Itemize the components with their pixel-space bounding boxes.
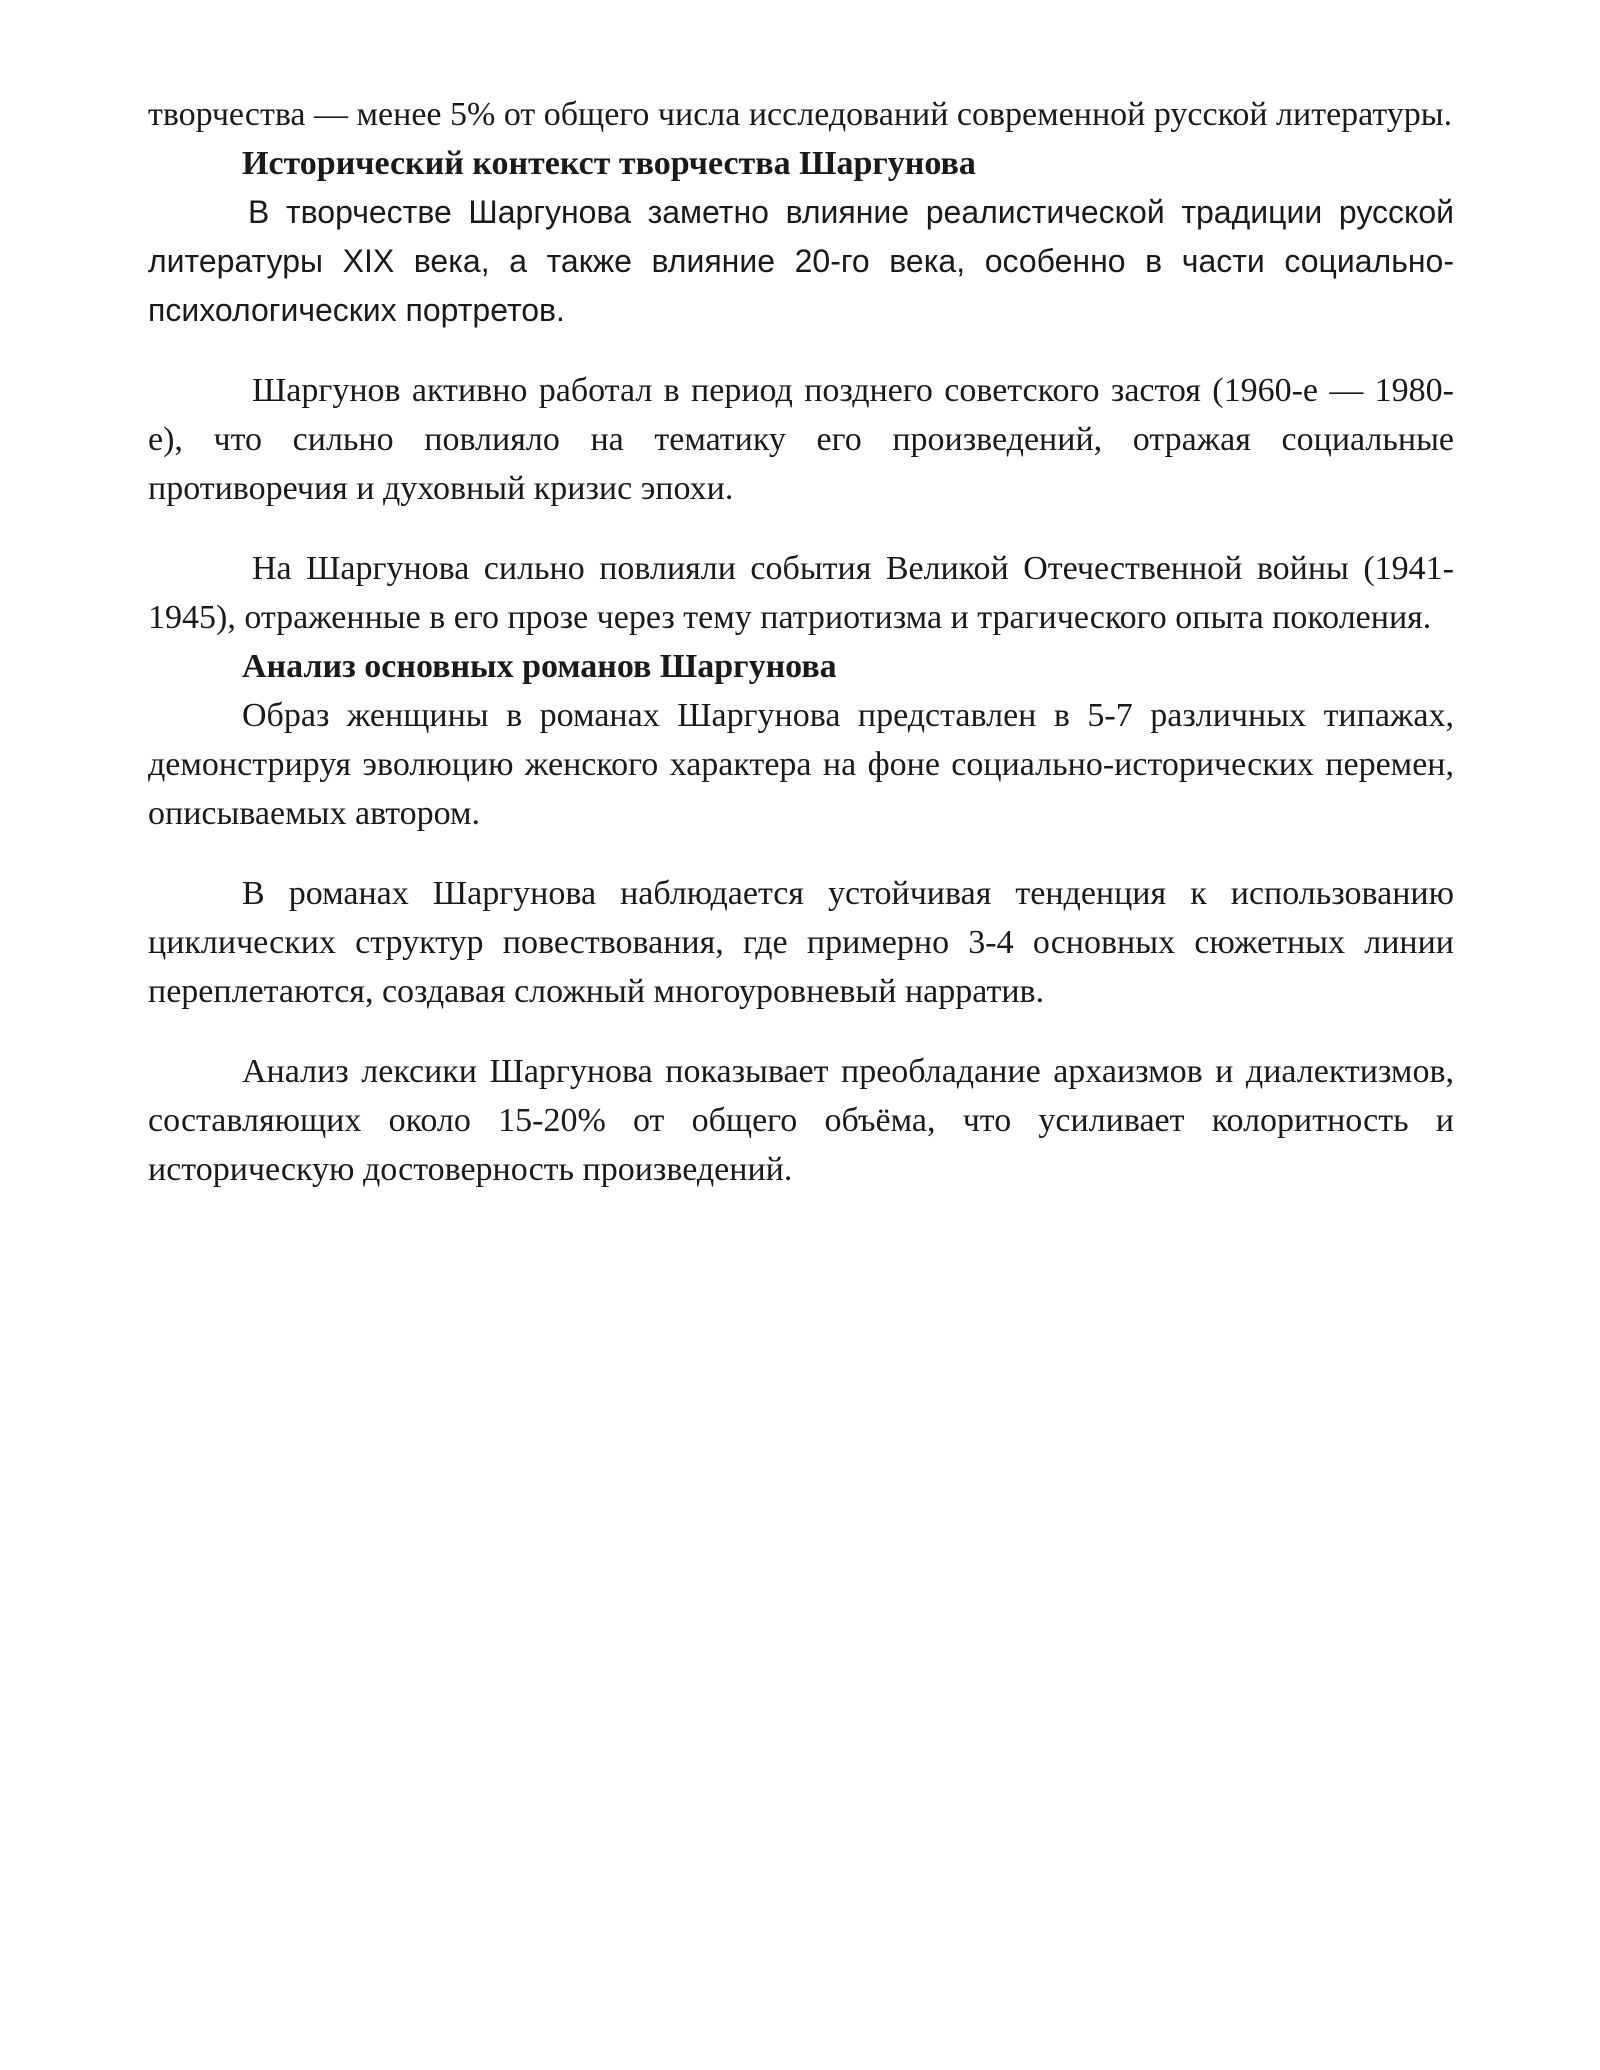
paragraph-cyclic-structures: В романах Шаргунова наблюдается устойчивая тенденция к использованию циклических структур повествования, где примерно 3-4 основных сюжетных линии переплетаются, создавая сложный многоуровневый нарратив. [148,875,1454,1010]
paragraph-female-types: Образ женщины в романах Шаргунова представлен в 5-7 различных типажах, демонстрируя эволюцию женского характера на фоне социально-исторических перемен, описываемых автором. [148,697,1454,832]
paragraph-lexicon-analysis: Анализ лексики Шаргунова показывает преобладание архаизмов и диалектизмов, составляющих около 15-20% от общего объёма, что усиливает колоритность и историческую достоверность произведений. [148,1053,1454,1188]
paragraph-realist-tradition: В творчестве Шаргунова заметно влияние реалистической традиции русской литературы XIX века, а также влияние 20-го века, особенно в части социально-психологических портретов. [148,194,1454,328]
section-heading-novel-analysis: Анализ основных романов Шаргунова [242,648,837,685]
intro-paragraph: творчества — менее 5% от общего числа исследований современной русской литературы. [148,96,1453,133]
section-heading-historical-context: Исторический контекст творчества Шаргунова [242,145,976,182]
paragraph-soviet-stagnation: Шаргунов активно работал в период позднего советского застоя (1960-е — 1980-е), что сильно повлияло на тематику его произведений, отражая социальные противоречия и духовный кризис эпохи. [148,372,1454,507]
page-body [148,90,1454,1194]
paragraph-great-patriotic-war: На Шаргунова сильно повлияли события Великой Отечественной войны (1941-1945), отраженные в его прозе через тему патриотизма и трагического опыта поколения. [148,550,1454,636]
